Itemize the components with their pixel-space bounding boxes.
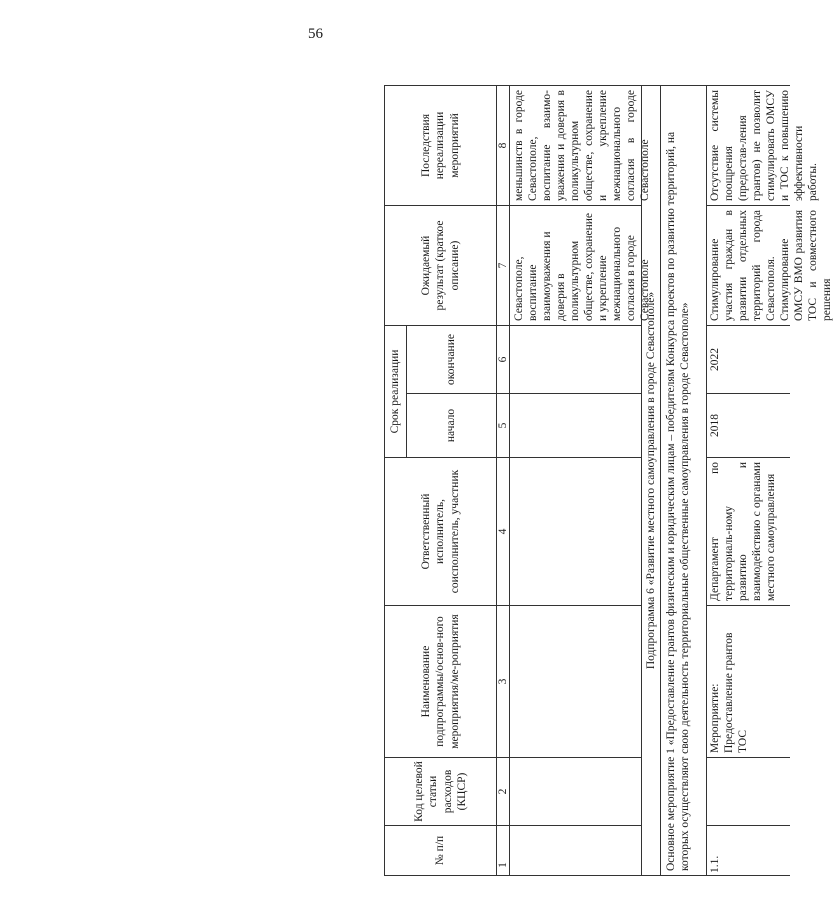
col-number-3: 3 [497, 678, 509, 685]
rotated-table [384, 86, 834, 876]
col-number-4: 4 [497, 528, 509, 535]
row-1-1-name: Мероприятие: Предоставление грантов ТОС [709, 632, 750, 753]
row-1-1-result: Стимулирование участия граждан в развитии отдельных территорий города Севастополя. Стимулирование ОМСУ ВМО развития ТОС и совместного решения [709, 210, 834, 321]
header-executor: Ответственный исполнитель, соисполнитель, участник [420, 469, 461, 594]
row-1-1-number: 1.1. [709, 855, 721, 873]
row-1-1-end: 2022 [709, 348, 721, 371]
col-number-5: 5 [497, 422, 509, 429]
header-start: начало [445, 408, 458, 443]
header-end: окончание [445, 334, 458, 385]
row-divider-1 [706, 825, 790, 826]
row-1-1-executor: Департамент по территориаль-ному развитию и взаимодействию с органами местного самоуправления [709, 462, 778, 601]
continued-consequence: меньшинств в городе Севастополе, воспитание взаимо-уважения и доверия в поликультурном обществе, сохранение и укрепление межнационального согласия в городе Севастополе [513, 90, 652, 201]
row-1-1-code [708, 758, 790, 825]
header-term-group: Срок реализации [389, 349, 402, 434]
col-number-7: 7 [497, 262, 509, 269]
header-num: № п/п [434, 835, 447, 866]
subprogram-title: Подпрограмма 6 «Развитие местного самоуправления в городе Севастополе» [645, 291, 657, 670]
header-result: Ожидаемый результат (краткое описание) [420, 220, 461, 311]
row-1-1-consequence: Отсутствие системы поощрения (предостав-ления грантов) не позволит стимулировать ОМСУ и ТОС к повышению эффективности работы. [709, 90, 820, 201]
row-divider-3 [706, 605, 790, 606]
table-border-left [384, 875, 790, 876]
header-consequence: Последствия нереализации мероприятий [420, 111, 461, 180]
header-name: Наименование подпрограммы/основ-ного мероприятия/ме-роприятия [420, 614, 461, 749]
col-number-1: 1 [497, 862, 509, 868]
continued-result: Севастополе, воспитание взаимоуважения и доверия в поликультурном обществе, сохранение и укрепление межнационального согласия в городе Севастополе [513, 212, 652, 321]
row-1-1-start: 2018 [709, 414, 721, 437]
col-number-8: 8 [497, 142, 509, 149]
page-number: 56 [308, 26, 323, 42]
row-divider-4 [706, 457, 790, 458]
header-code: Код целевой статьи расходов (КЦСР) [413, 761, 468, 822]
col-number-6: 6 [497, 356, 509, 363]
col-number-2: 2 [497, 788, 509, 795]
main-activity: Основное мероприятие 1 «Предоставление грантов физическим и юридическим лицам – победителям Конкурса проектов по развитию территорий, на которых осуществляют свою деятельность территориальные общественные самоуправления в городе Севастополе» [665, 131, 692, 871]
